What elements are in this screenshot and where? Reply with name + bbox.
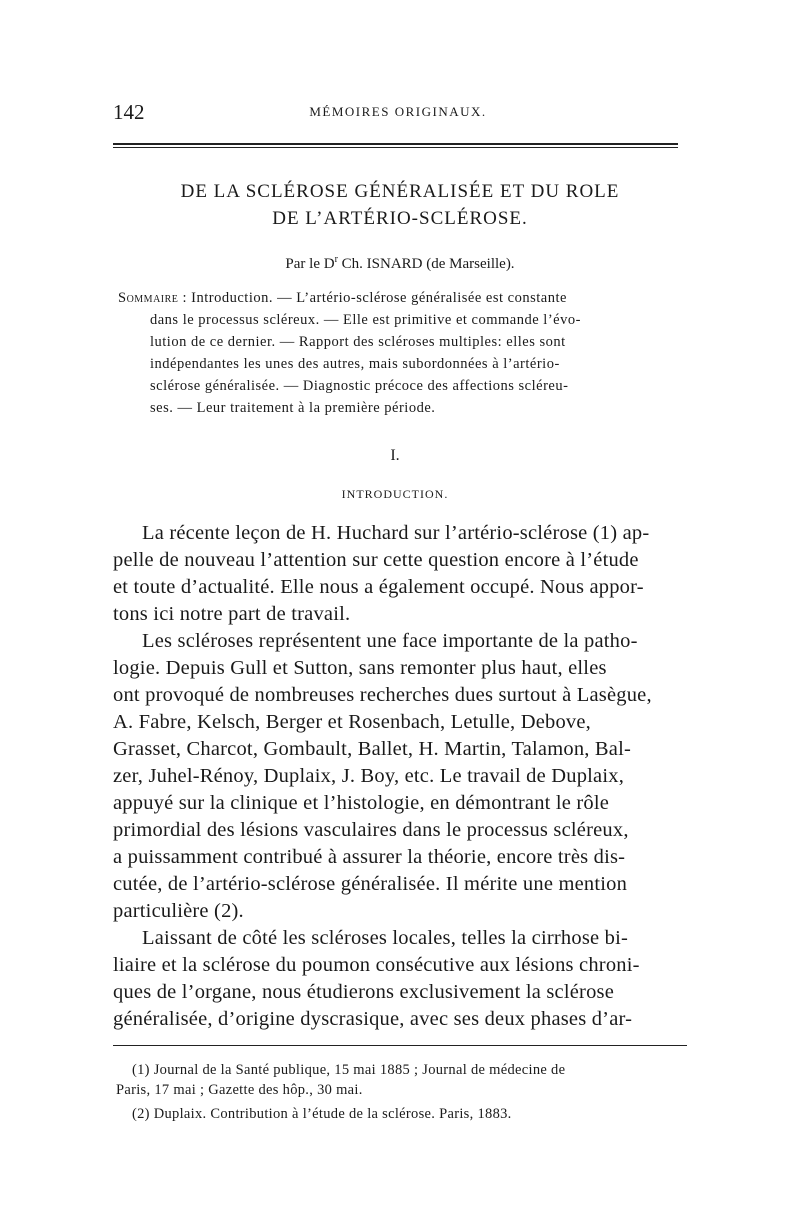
body-line: zer, Juhel-Rénoy, Duplaix, J. Boy, etc. Le travail de Duplaix, (113, 765, 625, 787)
author-title-sup: r (334, 254, 338, 265)
section-number: I. (390, 447, 400, 464)
body-line: La récente leçon de H. Huchard sur l’artério-sclérose (1) ap- (142, 522, 650, 544)
article-title-line-1: DE LA SCLÉROSE GÉNÉRALISÉE ET DU ROLE (180, 181, 620, 202)
author-line (100, 254, 700, 273)
body-line: ques de l’organe, nous étudierons exclusivement la sclérose (113, 981, 614, 1003)
page-header (113, 100, 683, 124)
body-line: appuyé sur la clinique et l’histologie, en démontrant le rôle (113, 792, 610, 814)
summary-line-1: Sommaire : Introduction. — L’artério-sclérose généralisée est constante (118, 290, 567, 306)
body-line: primordial des lésions vasculaires dans le processus scléreux, (113, 819, 629, 841)
body-line: ont provoqué de nombreuses recherches dues surtout à Lasègue, (113, 684, 652, 706)
body-line: pelle de nouveau l’attention sur cette question encore à l’étude (113, 549, 639, 571)
body-line: a puissamment contribué à assurer la théorie, encore très dis- (113, 846, 626, 868)
footnote-rule (113, 1045, 687, 1046)
summary-line-5: sclérose généralisée. — Diagnostic précoce des affections scléreu- (150, 378, 569, 394)
page-number: 142 (113, 100, 145, 124)
body-line: Grasset, Charcot, Gombault, Ballet, H. Martin, Talamon, Bal- (113, 738, 632, 760)
running-head: MÉMOIRES ORIGINAUX. (309, 104, 487, 119)
summary-line-3: lution de ce dernier. — Rapport des scléroses multiples: elles sont (150, 334, 566, 350)
body-line: cutée, de l’artério-sclérose généralisée. Il mérite une mention (113, 873, 628, 895)
body-line: liaire et la sclérose du poumon consécutive aux lésions chroni- (113, 954, 640, 976)
body-line: et toute d’actualité. Elle nous a également occupé. Nous appor- (113, 576, 644, 598)
article-title-line-2: DE L’ARTÉRIO-SCLÉROSE. (272, 208, 528, 229)
footnote-1-line-1: (1) Journal de la Santé publique, 15 mai 1885 ; Journal de médecine de (132, 1062, 566, 1078)
summary-line-6: ses. — Leur traitement à la première période. (150, 400, 436, 416)
summary-line-4: indépendantes les unes des autres, mais subordonnées à l’artério- (150, 356, 560, 372)
body-line: particulière (2). (113, 900, 244, 922)
author-prefix: Par le D (285, 256, 335, 272)
body-line: généralisée, d’origine dyscrasique, avec ses deux phases d’ar- (113, 1008, 633, 1030)
body-line: Les scléroses représentent une face importante de la patho- (142, 630, 638, 652)
header-rule (113, 143, 678, 148)
footnote-1-line-2: Paris, 17 mai ; Gazette des hôp., 30 mai. (116, 1082, 363, 1098)
body-line: logie. Depuis Gull et Sutton, sans remonter plus haut, elles (113, 657, 607, 679)
body-line: Laissant de côté les scléroses locales, telles la cirrhose bi- (142, 927, 629, 949)
body-line: A. Fabre, Kelsch, Berger et Rosenbach, Letulle, Debove, (113, 711, 591, 733)
section-title: INTRODUCTION. (341, 487, 449, 501)
summary-line-2: dans le processus scléreux. — Elle est primitive et commande l’évo- (150, 312, 581, 328)
footnote-2: (2) Duplaix. Contribution à l’étude de la sclérose. Paris, 1883. (132, 1106, 512, 1122)
body-line: tons ici notre part de travail. (113, 603, 351, 625)
summary-label: Sommaire (118, 290, 179, 306)
author-name: Ch. ISNARD (de Marseille). (337, 256, 515, 272)
